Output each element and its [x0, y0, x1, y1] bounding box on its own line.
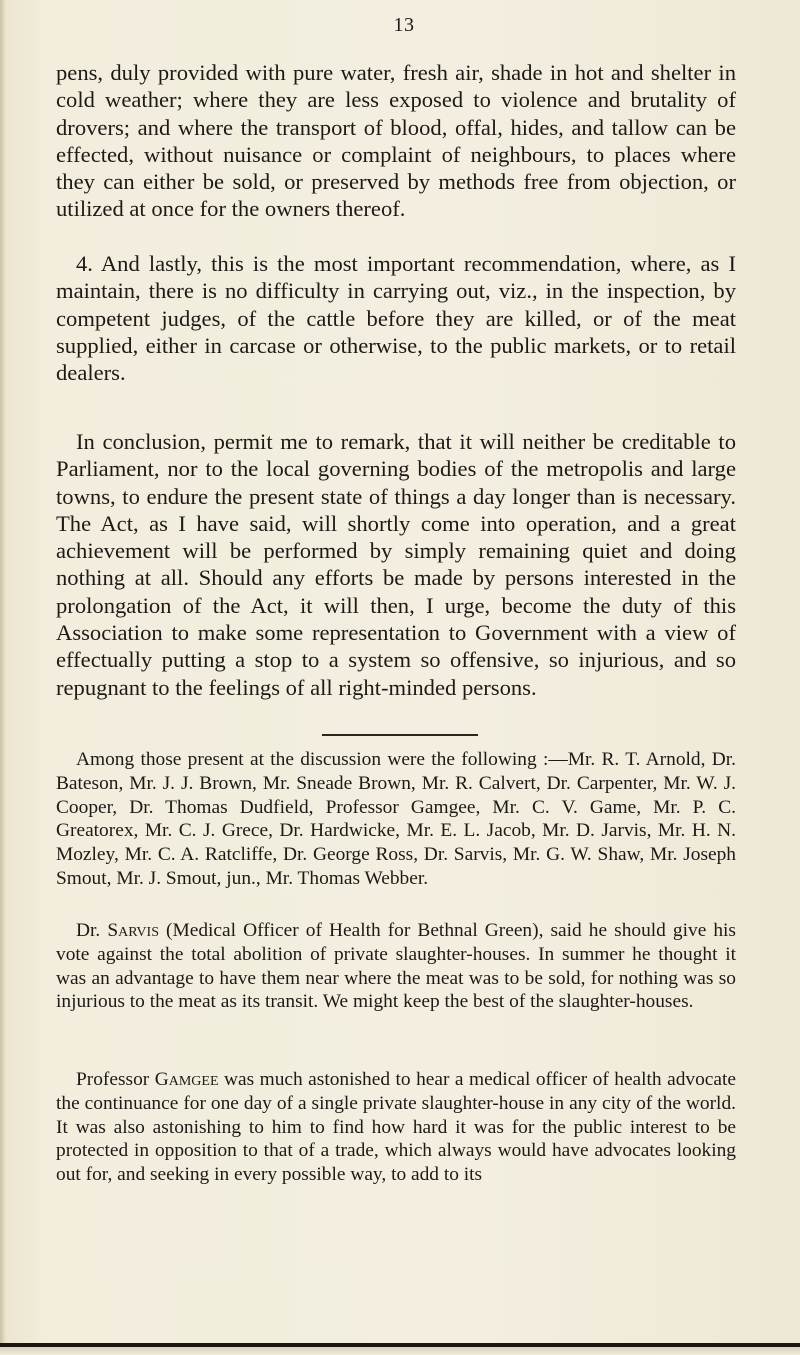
speaker-title: Professor [76, 1069, 150, 1090]
paragraph-recommendation-4: 4. And lastly, this is the most important recommendation, where, as I maintain, there is no difficulty in carrying out, viz., in the inspection, by competent judges, of the cattle before they are killed, or of the meat supplied, either in carcase or otherwise, to the public markets, or to retail dealers. [56, 251, 736, 386]
paragraph-conclusion: In conclusion, permit me to remark, that it will neither be creditable to Parliament, nor to the local governing bodies of the metropolis and large towns, to endure the present state of things a day longer than is necessary. The Act, as I have said, will shortly come into operation, and a great achievement will be performed by simply remaining quiet and doing nothing at all. Should any efforts be made by persons interested in the prolongation of the Act, it will then, I urge, become the duty of this Association to make some representation to Government with a view of effectually putting a stop to a system so offensive, so injurious, and so repugnant to the feelings of all right-minded persons. [56, 429, 736, 700]
page-number: 13 [393, 14, 415, 36]
page-edge-shadow [0, 0, 6, 1355]
speaker-name: Sarvis [107, 920, 159, 941]
speaker-title: Dr. [76, 920, 101, 941]
paragraph-dr-sarvis [56, 919, 736, 1014]
page-bottom-shade [0, 1347, 800, 1355]
paragraph-attendees: Among those present at the discussion were the following :—Mr. R. T. Arnold, Dr. Bateson, Mr. J. J. Brown, Mr. Sneade Brown, Mr. R. Calvert, Dr. Carpenter, Mr. W. J. Cooper, Dr. Thomas Dudfield, Professor Gamgee, Mr. C. V. Game, Mr. P. C. Greatorex, Mr. C. J. Grece, Dr. Hardwicke, Mr. E. L. Jacob, Mr. D. Jarvis, Mr. H. N. Mozley, Mr. C. A. Ratcliffe, Dr. George Ross, Dr. Sarvis, Mr. G. W. Shaw, Mr. Joseph Smout, Mr. J. Smout, jun., Mr. Thomas Webber. [56, 749, 736, 889]
speaker-remarks: (Medical Officer of Health for Bethnal Green), said he should give his vote against the total abolition of private slaughter-houses. In summer he thought it was an advantage to have them near where the meat was to be sold, for nothing was so injurious to the meat as its transit. We might keep the best of the slaughter-houses. [56, 920, 736, 1013]
speaker-remarks: was much astonished to hear a medical officer of health advocate the continuance for one day of a single private slaughter-house in any city of the world. It was also astonishing to him to find how hard it was for the public interest to be protected in opposition to that of a trade, which always would have advocates looking out for, and seeking in every possible way, to add to its [56, 1069, 736, 1186]
paragraph-pens: pens, duly provided with pure water, fresh air, shade in hot and shelter in cold weather; where they are less exposed to violence and brutality of drovers; and where the transport of blood, offal, hides, and tallow can be effected, without nuisance or complaint of neighbours, to places where they can either be sold, or preserved by methods free from objection, or utilized at once for the owners thereof. [56, 60, 736, 222]
speaker-name: Gamgee [154, 1069, 219, 1090]
paragraph-professor-gamgee [56, 1068, 736, 1187]
section-divider [322, 734, 478, 736]
